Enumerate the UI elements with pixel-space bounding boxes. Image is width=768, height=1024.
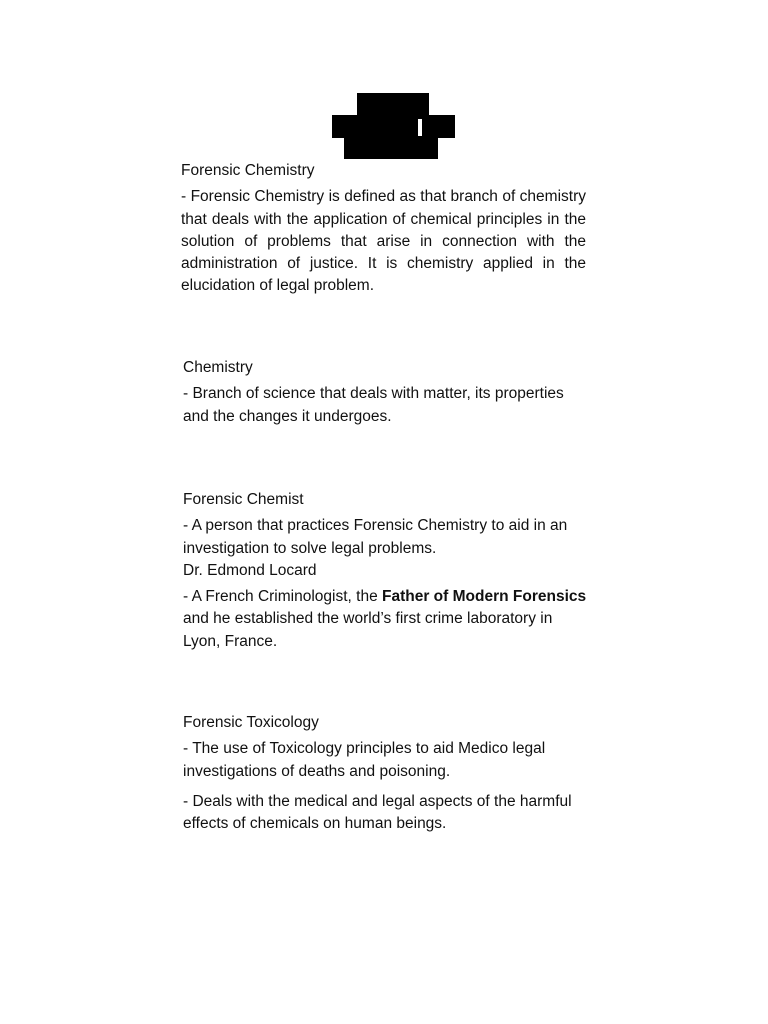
- section-heading: Forensic Toxicology: [183, 714, 319, 731]
- section-forensic-chemist: [183, 489, 588, 653]
- definition-text: - Deals with the medical and legal aspects of the harmful effects of chemicals on human beings.: [183, 792, 572, 833]
- redaction-mark: [418, 119, 422, 136]
- bold-emphasis: Father of Modern Forensics: [382, 588, 587, 606]
- definition-text: [183, 586, 588, 653]
- definition-text: - A person that practices Forensic Chemistry to aid in an investigation to solve legal problems.: [183, 517, 568, 557]
- definition-text: - Branch of science that deals with matter, its properties and the changes it undergoes.: [183, 385, 564, 425]
- section-forensic-chemistry: [181, 160, 586, 298]
- section-heading: Forensic Chemist: [183, 491, 304, 508]
- section-heading: Dr. Edmond Locard: [183, 561, 317, 579]
- redacted-title-block: [357, 93, 429, 115]
- definition-text: - Forensic Chemistry is defined as that branch of chemistry that deals with the application of chemical principles in the solution of problems that arise in connection with the administration of justice. It is chemistry applied in the elucidation of legal problem.: [181, 188, 586, 295]
- section-heading: Chemistry: [183, 359, 253, 376]
- text-segment: and he established the world’s first crime laboratory in Lyon, France.: [183, 610, 553, 650]
- section-chemistry: [183, 357, 588, 428]
- definition-text: - The use of Toxicology principles to aid Medico legal investigations of deaths and poisoning.: [183, 740, 546, 780]
- section-forensic-toxicology: [183, 712, 588, 835]
- redacted-title-block: [344, 138, 438, 159]
- redacted-title-block: [332, 115, 455, 138]
- text-segment: - A French Criminologist, the: [183, 588, 382, 606]
- section-heading: Forensic Chemistry: [181, 162, 315, 179]
